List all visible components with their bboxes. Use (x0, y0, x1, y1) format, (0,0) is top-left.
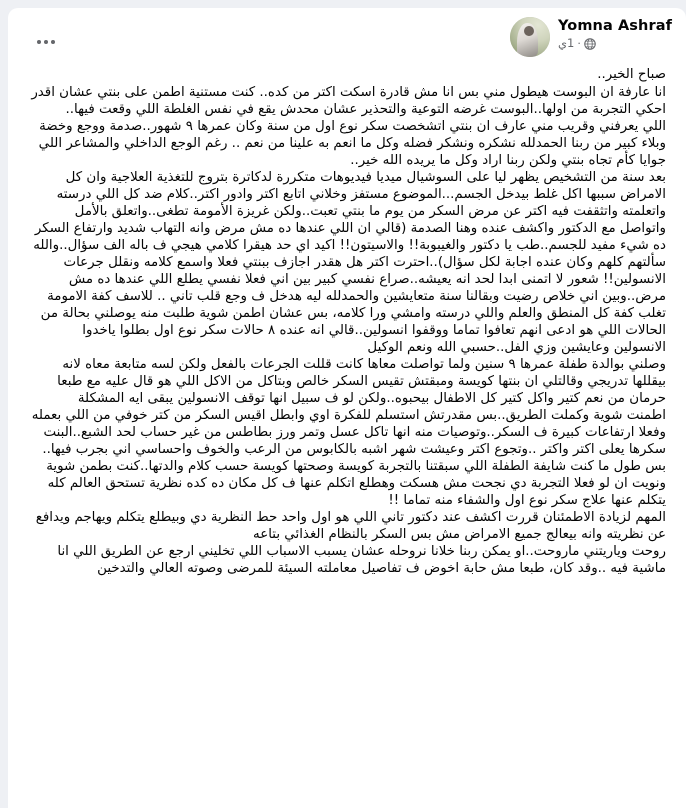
post-paragraph: بعد سنة من التشخيص يظهر ليا على السوشيال ميديا فيديوهات متكررة لدكاترة بتروج للتغذية العلاجية وان كل الامراض سببها اكل غلط بيدخل الجسم...الموضوع مستفز وخلاني اتابع اكتر وادور اكتر..كلام ضد كل اللي درسته واتعلمته واتثقفت فيه اكتر عن مرض السكر من يوم ما بنتي تعبت..ولكن غريزة الأمومة تطغى..واتعلق بالأمل (56, 170, 666, 219)
post-paragraph: المهم لزيادة الاطمئنان قررت اكشف عند دكتور تاني اللي هو اول واحد حط النظرية دي وبيطلع يتكلم ويهاجم ويدافع عن نظريته وانه بيعالج جميع الامراض مش بس السكر بالنظام الغذائي بتاعه (35, 510, 666, 542)
ellipsis-icon-dot-2 (44, 40, 48, 44)
post-paragraph: اللي يعرفني وقريب مني عارف ان بنتي اتشخصت سكر نوع اول من سنة وكان عمرها ٩ شهور..صدمة ووجع وخضة وبلاء كبير من ربنا الحمدلله نشكره ونشكر فضله وكل ما انعم به علينا من نعم .. رغم الوجع الداخلي والمشاعر اللي جوايا كأم تجاه بنتي ولكن ربنا اراد وكل ما يريده الله خير.. (38, 119, 666, 168)
post-options-button[interactable] (30, 26, 62, 58)
ellipsis-icon-dot-3 (37, 40, 41, 44)
avatar[interactable] (510, 17, 550, 57)
globe-icon (584, 38, 596, 50)
post-timestamp[interactable]: 1ي (557, 36, 575, 50)
author-identity (558, 17, 672, 50)
post-author-block (510, 17, 672, 57)
post-paragraph: صباح الخير.. (597, 67, 666, 82)
post-paragraph: وصلني بوالدة طفلة عمرها ٩ سنين ولما تواصلت معاها كانت قللت الجرعات بالفعل ولكن لسه متابعة معاه لانه بيقللها تدريجي وقالتلي ان بنتها كويسة ومبقتش تقيس السكر خالص وبتاكل من الاكل اللي هو قال عليه مع طبعا حرمان من نعم كتير واكل كتير كل الاطفال بيحبوه..ولكن لو ف سبيل انها توقف الانسولين يبقى ايه المشكلة (57, 357, 666, 406)
author-name[interactable]: Yomna Ashraf (557, 18, 672, 34)
post-paragraph: روحت وياريتني ماروحت..او يمكن ربنا خلانا نروحله عشان يسبب الاسباب اللي تخليني ارجع عن الطريق اللي انا ماشية فيه ..وقد كان، طبعا مش حابة اخوض ف تفاصيل معاملته السيئة للمرضى وصوته العالي والتدخين (57, 544, 666, 576)
avatar-head (524, 26, 534, 36)
post-paragraph: بس طول ما كنت شايفة الطفلة اللي سبقتنا بالتجربة كويسة وصحتها كويسة حسب كلام والدتها..كنت بطمن شوية (46, 459, 666, 474)
post-meta (558, 37, 596, 50)
post-paragraph: ونويت ان لو فعلا التجربة دي نجحت مش هسكت وهطلع اتكلم عنها ف كل مكان ده كده نظرية تستحق العالم كله يتكلم عنها علاج سكر نوع اول والشفاء منه تماما !! (47, 476, 666, 508)
post-card (8, 8, 686, 808)
post-body (8, 66, 686, 577)
post-paragraph: انا عارفة ان البوست هيطول مني بس انا مش قادرة اسكت اكتر من كده.. كنت مستنية اطمن على بنتي عشان اقدر احكي التجربة من اولها..البوست غرضه التوعية والتحذير عشان محدش يقع في نفس الغلطة اللي وقعت فيها.. (31, 85, 666, 117)
post-paragraph: اطمنت شوية وكملت الطريق..بس مقدرتش استسلم للفكرة اوي وابطل اقيس السكر من كتر خوفي من اللي بعمله (31, 408, 666, 423)
ellipsis-icon-dot-1 (51, 40, 55, 44)
post-paragraph: واتواصل مع الدكتور واكشف عنده وهنا الصدمة (قالي ان اللي عندها ده مش مرض وانه التهاب شديد وارتفاع السكر ده شيء مفيد للجسم..طب يا دكتور والغيبوبة!! والاسيتون!! اكيد اي حد هيقرا كلامي هيجي ف باله الف سؤال..والله سألتهم كلهم وكان عنده اجابة لكل سؤال)..احترت اكتر هل هقدر اجازف ببنتي فعلا واسمع كلامه ونقلل جرعات الانسولين!! شعور لا اتمنى ابدا لحد انه يعيشه..صراع نفسي كبير بين اني فعلا نفسي يطلع اللي عندها ده مش مرض..وبين اني خلاص رضيت وبقالنا سنة متعايشين والحمدلله ليه هدخل ف وجع قلب تاني .. للاسف كفة الامومة تغلب كفة كل المنطق والعلم واللي درسته وامشي ورا كلامه، بس عشان اطمن شوية طلبت منه يوصلني بحالة من الحالات اللي هو ادعى انهم تعافوا تماما ووقفوا انسولين..قالي انه عنده ٨ حالات سكر نوع اول بطلوا ياخدوا الانسولين وعايشين وزي الفل..حسبي الله ونعم الوكيل (33, 221, 666, 355)
post-header (8, 8, 686, 66)
post-paragraph: وفعلا ارتفاعات كبيرة ف السكر..وتوصيات منه انها تاكل عسل وتمر ورز بطاطس من غير حساب لحد الشبع..البنت سكرها يعلى اكتر واكتر ..وتجوع اكتر وعيشت شهر اشبه بالكابوس من الرعب والخوف واحساسي اني بجرب فيها.. (42, 425, 666, 457)
meta-separator: · (577, 37, 581, 50)
